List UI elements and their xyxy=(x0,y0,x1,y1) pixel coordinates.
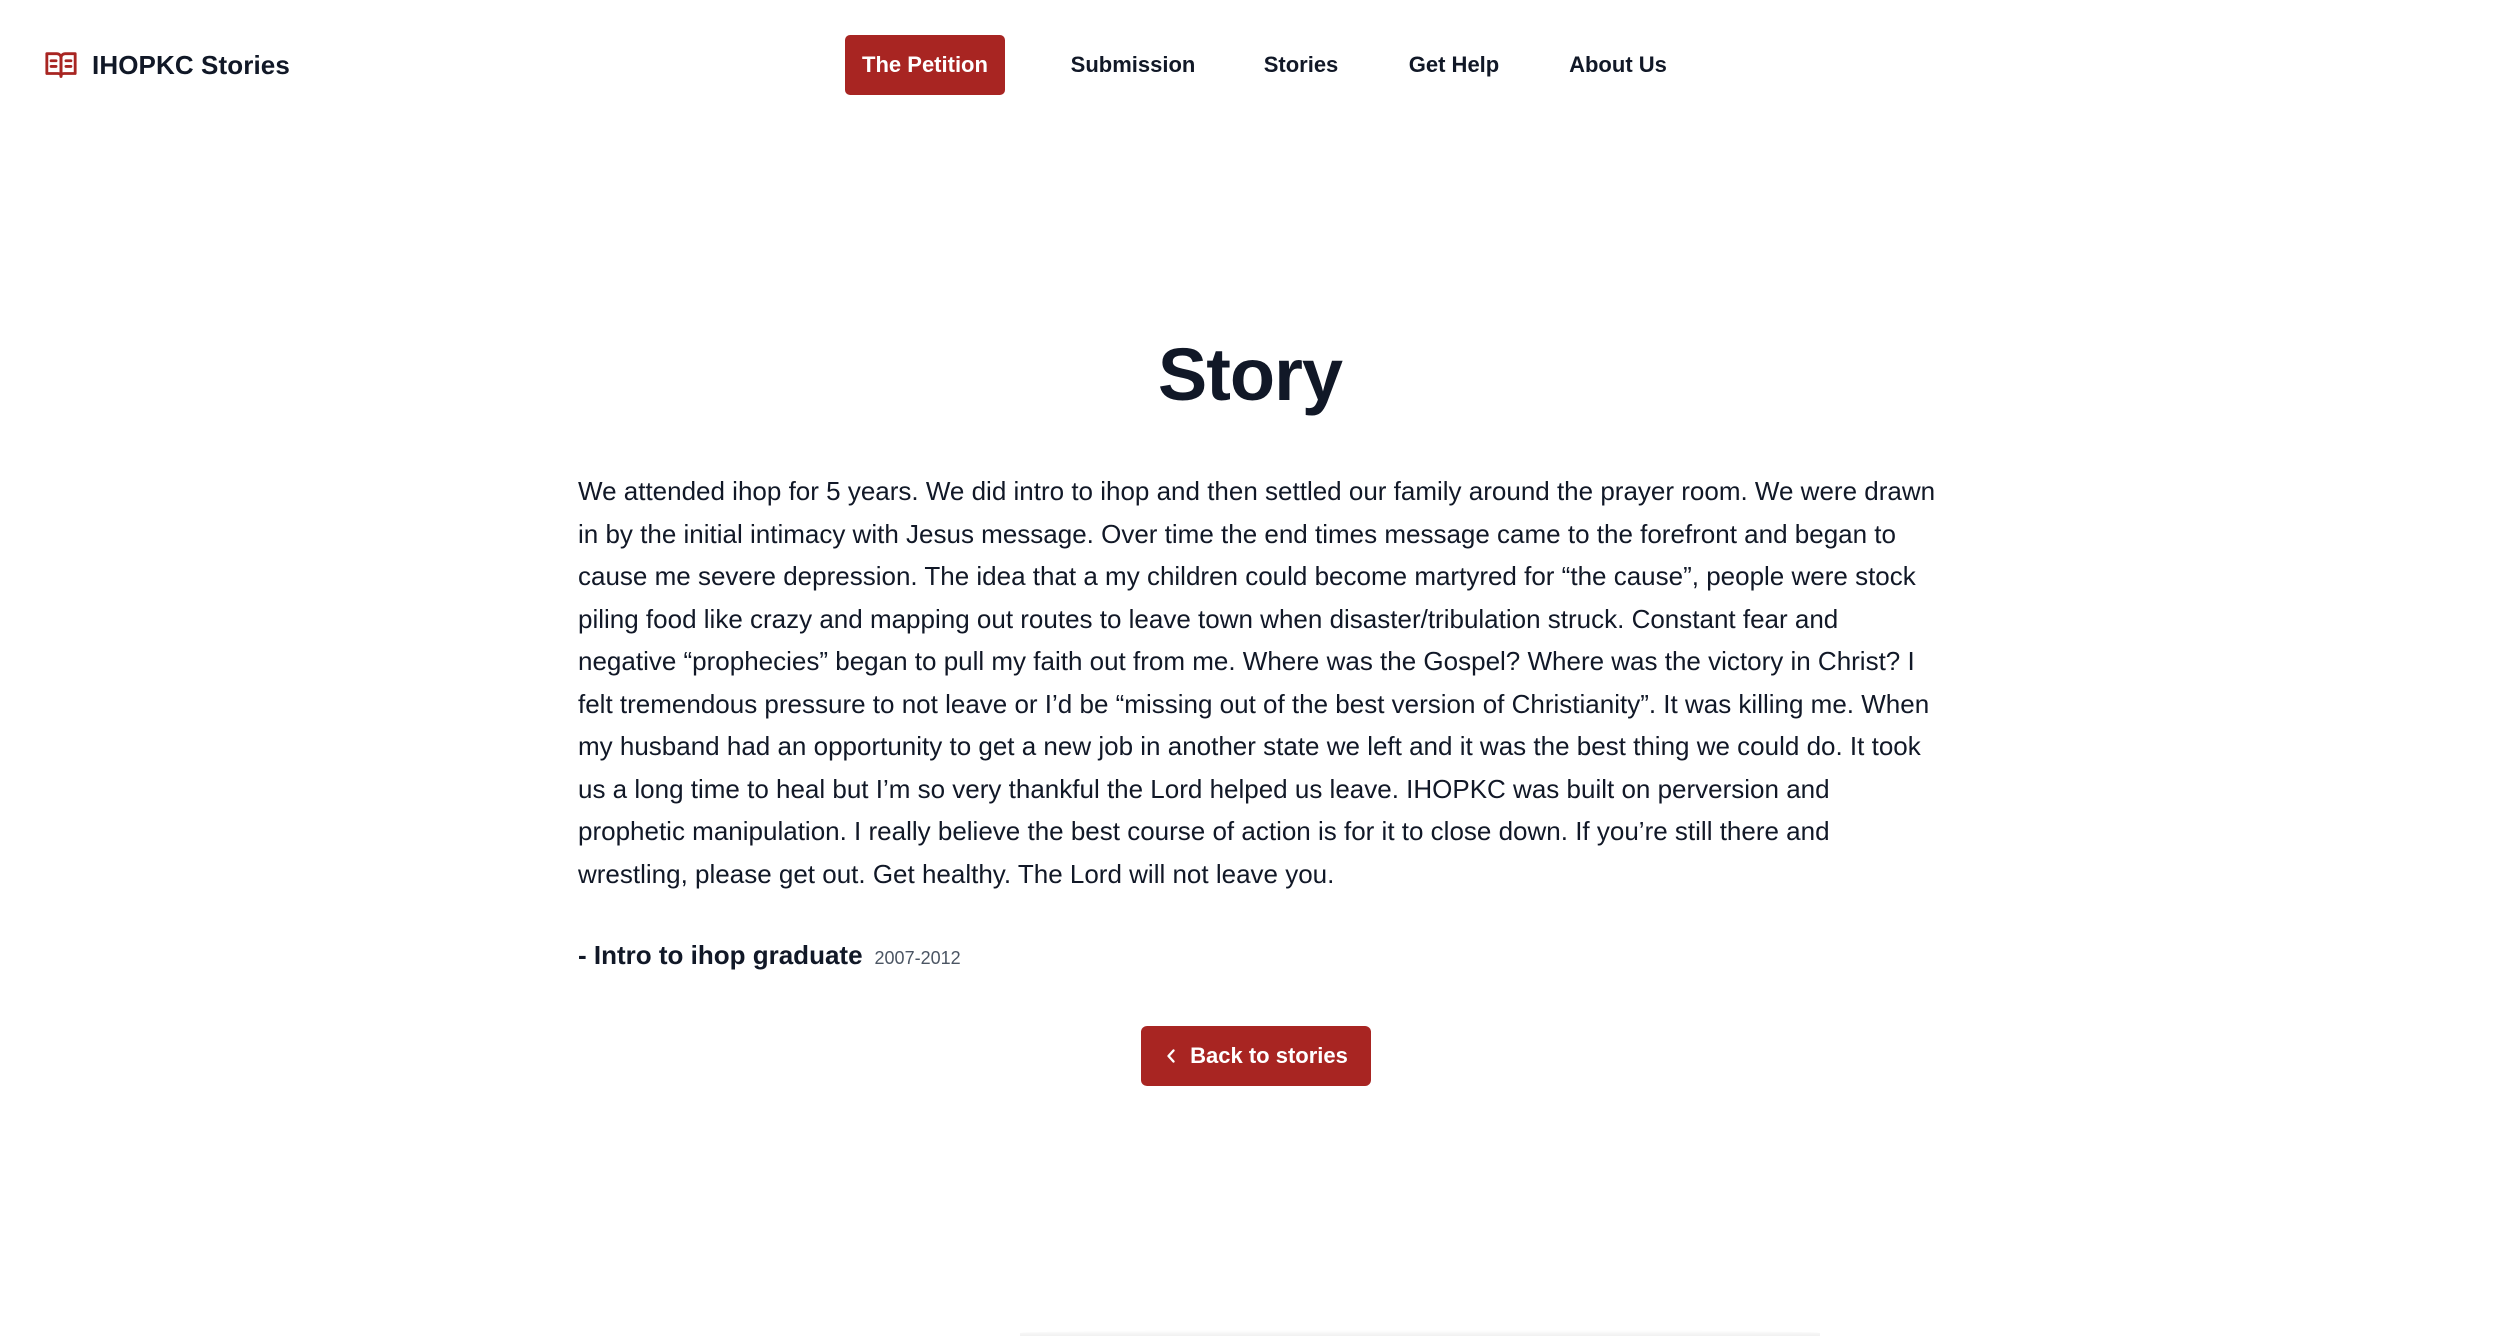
back-to-stories-button[interactable] xyxy=(1141,1026,1371,1086)
back-button-label: Back to stories xyxy=(1190,1043,1348,1068)
chevron-left-icon xyxy=(1164,1048,1178,1064)
story-body: We attended ihop for 5 years. We did intro to ihop and then settled our family around the prayer room. We were drawn in by the initial intimacy with Jesus message. Over time the end times message came to the forefront and began to cause me severe depression. The idea that a my children could become martyred for “the cause”, people were stock piling food like crazy and mapping out routes to leave town when disaster/tribulation struck. Constant fear and negative “prophecies” began to pull my faith out from me. Where was the Gospel? Where was the victory in Christ? I felt tremendous pressure to not leave or I’d be “missing out of the best version of Christianity”. It was killing me. When my husband had an opportunity to get a new job in another state we left and it was the best thing we could do. It took us a long time to heal but I’m so very thankful the Lord helped us leave. IHOPKC was built on perversion and prophetic manipulation. I really believe the best course of action is for it to close down. If you’re still there and wrestling, please get out. Get healthy. The Lord will not leave you. xyxy=(578,476,1936,889)
bottom-shadow xyxy=(1020,1330,1820,1336)
nav-item-about-us[interactable]: About Us xyxy=(1569,52,1667,77)
nav-item-the-petition[interactable]: The Petition xyxy=(845,35,1005,95)
brand-name: IHOPKC Stories xyxy=(92,49,290,80)
site-header xyxy=(0,0,2500,130)
page-title: Story xyxy=(1157,333,1343,416)
story-years: 2007-2012 xyxy=(874,948,961,968)
story-author: - Intro to ihop graduate xyxy=(578,940,863,970)
nav-item-stories[interactable]: Stories xyxy=(1263,52,1339,77)
nav-item-get-help[interactable]: Get Help xyxy=(1408,52,1500,77)
main-nav xyxy=(0,35,2500,95)
story-attribution xyxy=(578,940,961,980)
nav-item-submission[interactable]: Submission xyxy=(1070,52,1196,77)
